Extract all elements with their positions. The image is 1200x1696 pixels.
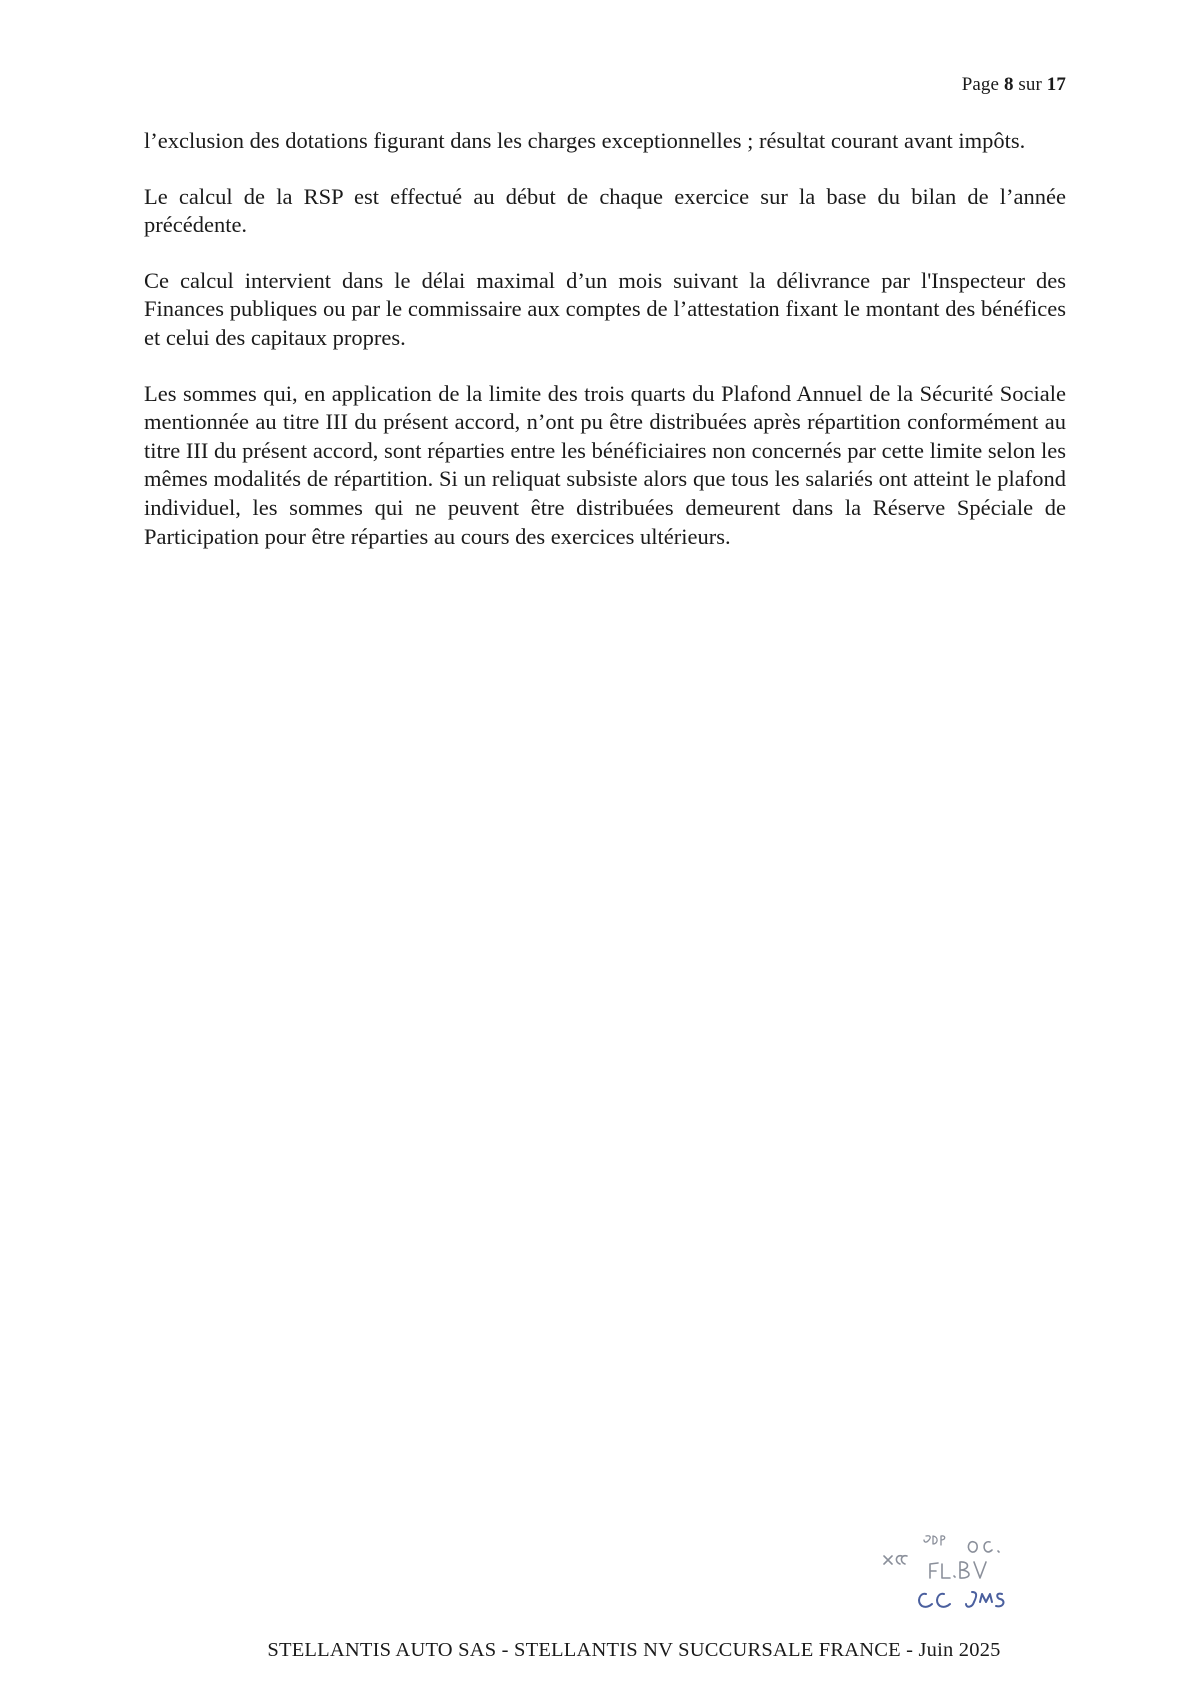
page-number-current: 8 [1003, 74, 1014, 95]
document-body [144, 127, 1066, 578]
footer-text: STELLANTIS AUTO SAS - STELLANTIS NV SUCCURSALE FRANCE - Juin 2025 [267, 1639, 1001, 1661]
paragraph: Ce calcul intervient dans le délai maximal d’un mois suivant la délivrance par l'Inspecteur des Finances publiques ou par le commissaire aux comptes de l’attestation fixant le montant des bénéfices et celui des capitaux propres. [144, 267, 1066, 350]
initials-jdp [924, 1536, 945, 1545]
page-footer [0, 1639, 1200, 1662]
initials-lc-jms [919, 1592, 1003, 1607]
initials-drawing [880, 1532, 1040, 1624]
initials-fl-bv [930, 1562, 986, 1578]
paragraph: Les sommes qui, en application de la limite des trois quarts du Plafond Annuel de la Sécurité Sociale mentionnée au titre III du présent accord, n’ont pu être distribuées après répartition conformément au titre III du présent accord, sont réparties entre les bénéficiaires non concernés par cette limite selon les mêmes modalités de répartition. Si un reliquat subsiste alors que tous les salariés ont atteint le plafond individuel, les sommes qui ne peuvent être distribuées demeurent dans la Réserve Spéciale de Participation pour être réparties au cours des exercices ultérieurs. [144, 380, 1066, 549]
page-number-prefix: Page [961, 74, 1000, 95]
handwritten-initials [880, 1532, 1040, 1624]
initials-xc [884, 1556, 907, 1564]
paragraph: Le calcul de la RSP est effectué au début de chaque exercice sur la base du bilan de l’année précédente. [144, 183, 1066, 238]
page-number [962, 74, 1066, 96]
page-number-separator: sur [1018, 74, 1042, 95]
paragraph: l’exclusion des dotations figurant dans les charges exceptionnelles ; résultat courant avant impôts. [144, 128, 1026, 153]
page-number-total: 17 [1046, 74, 1066, 95]
initials-oc [968, 1542, 999, 1552]
